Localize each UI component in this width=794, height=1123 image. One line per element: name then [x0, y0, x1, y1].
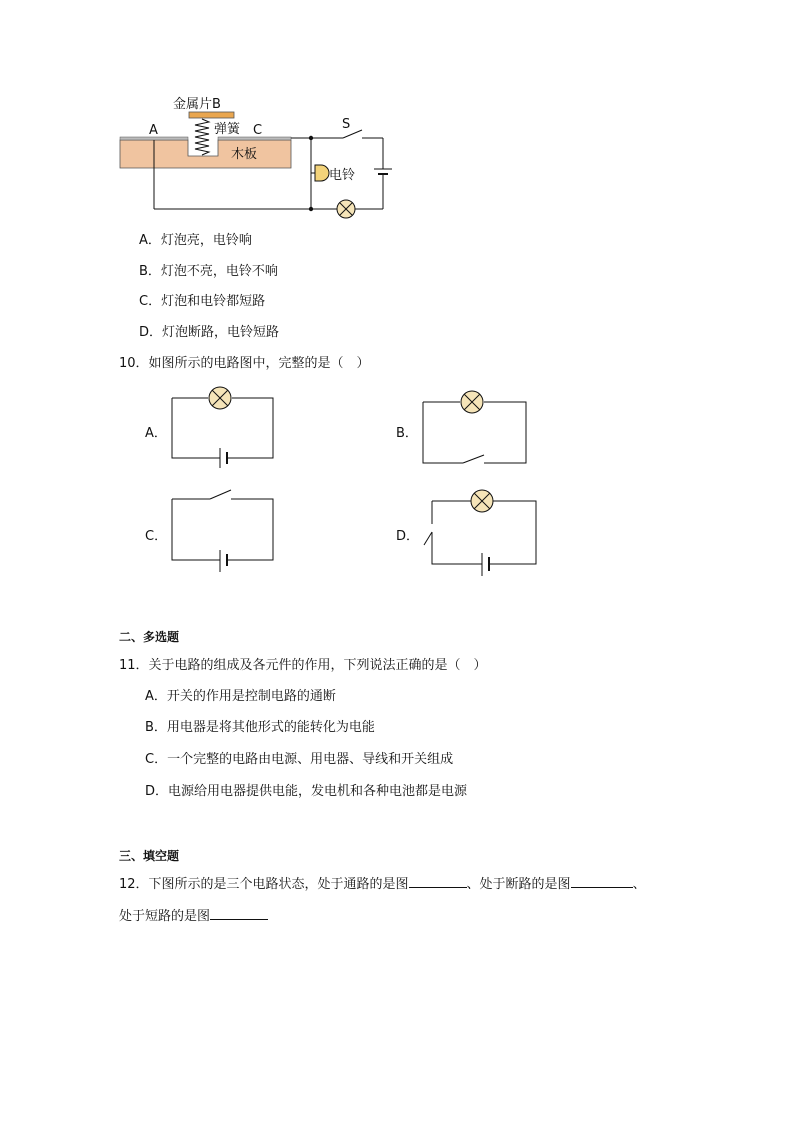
q9-option-d[interactable]: D．灯泡断路，电铃短路	[139, 325, 280, 340]
point-a-label: A	[149, 123, 158, 138]
switch-open	[424, 532, 432, 545]
switch-open	[210, 490, 231, 499]
q12-text-part2: 、处于断路的是图	[466, 877, 571, 892]
q12-text-part3: 、	[632, 877, 646, 892]
metal-plate-label: 金属片B	[173, 97, 221, 112]
q10-circuit-d	[420, 484, 542, 580]
q9-circuit-diagram	[115, 92, 400, 222]
section-title-fill-blank: 三、填空题	[119, 849, 180, 863]
q9-option-c[interactable]: C．灯泡和电铃都短路	[139, 294, 266, 309]
q10-circuit-a	[165, 385, 280, 470]
q12-text-part1: 12．下图所示的是三个电路状态，处于通路的是图	[119, 877, 409, 892]
q9-option-b[interactable]: B．灯泡不亮，电铃不响	[139, 264, 278, 279]
switch-open	[463, 455, 484, 463]
q11-option-a[interactable]: A．开关的作用是控制电路的通断	[145, 689, 336, 704]
q12-line2	[119, 905, 268, 924]
q10-label-a[interactable]: A．	[145, 426, 167, 441]
spring-label: 弹簧	[214, 122, 241, 137]
q9-option-a[interactable]: A．灯泡亮，电铃响	[139, 233, 252, 248]
q10-label-c[interactable]: C．	[145, 529, 168, 544]
q10-label-d[interactable]: D．	[396, 529, 420, 544]
q10-stem: 10．如图所示的电路图中，完整的是（ ）	[119, 356, 370, 371]
bell-label: 电铃	[329, 168, 356, 183]
q10-circuit-c	[165, 488, 280, 576]
q11-option-c[interactable]: C．一个完整的电路由电源、用电器、导线和开关组成	[145, 752, 454, 767]
q10-circuit-b	[416, 389, 533, 471]
bell-icon	[315, 165, 329, 181]
metal-plate-b	[189, 112, 234, 118]
q12-text-part4: 处于短路的是图	[119, 909, 211, 924]
q12-line1	[119, 873, 646, 892]
spring	[195, 119, 209, 155]
q11-stem: 11．关于电路的组成及各元件的作用，下列说法正确的是（ ）	[119, 658, 487, 673]
q12-blank-pathway[interactable]	[409, 873, 467, 888]
q10-label-b[interactable]: B．	[396, 426, 418, 441]
point-c-label: C	[253, 123, 263, 138]
section-title-multiple-choice: 二、多选题	[119, 630, 180, 644]
q11-option-d[interactable]: D．电源给用电器提供电能，发电机和各种电池都是电源	[145, 784, 468, 799]
q12-blank-open[interactable]	[571, 873, 633, 888]
q12-blank-short[interactable]	[210, 905, 268, 920]
switch-label: S	[342, 117, 351, 132]
q11-option-b[interactable]: B．用电器是将其他形式的能转化为电能	[145, 720, 375, 735]
board-label: 木板	[231, 147, 258, 162]
